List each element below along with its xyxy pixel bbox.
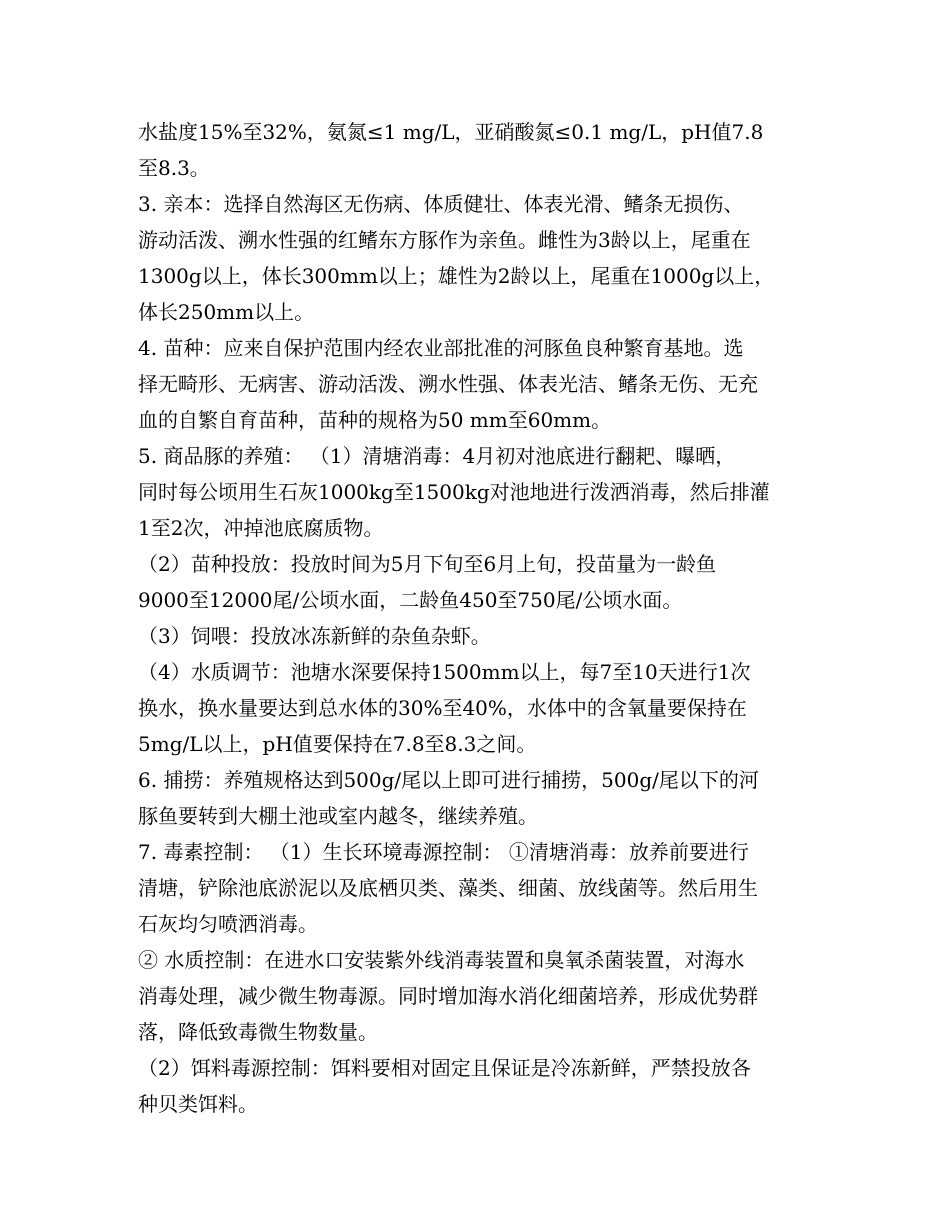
text-line: 择无畸形、无病害、游动活泼、溯水性强、体表光洁、鳍条无伤、无充 — [138, 372, 758, 396]
text-line: 3. 亲本：选择自然海区无伤病、体质健壮、体表光滑、鳍条无损伤、 — [138, 192, 744, 216]
document-body — [138, 114, 818, 1122]
text-line: 落，降低致毒微生物数量。 — [138, 1020, 378, 1044]
text-line: 9000至12000尾/公顷水面，二龄鱼450至750尾/公顷水面。 — [138, 588, 683, 612]
text-line: ② 水质控制：在进水口安装紫外线消毒装置和臭氧杀菌装置，对海水 — [138, 948, 745, 972]
text-line: 清塘，铲除池底淤泥以及底栖贝类、藻类、细菌、放线菌等。然后用生 — [138, 876, 758, 900]
text-line: 水盐度15%至32%，氨氮≤1 mg/L，亚硝酸氮≤0.1 mg/L，pH值7.8 — [138, 120, 764, 144]
text-line: 5. 商品豚的养殖： （1）清塘消毒：4月初对池底进行翻耙、曝晒， — [138, 444, 736, 468]
text-line: 石灰均匀喷洒消毒。 — [138, 912, 318, 936]
text-line: （3）饲喂：投放冰冻新鲜的杂鱼杂虾。 — [138, 624, 491, 648]
text-line: 1300g以上，体长300mm以上；雄性为2龄以上，尾重在1000g以上， — [138, 264, 775, 288]
text-line: 游动活泼、溯水性强的红鳍东方豚作为亲鱼。雌性为3龄以上，尾重在 — [138, 228, 751, 252]
text-line: 种贝类饵料。 — [138, 1092, 258, 1116]
text-line: 血的自繁自育苗种，苗种的规格为50 mm至60mm。 — [138, 408, 612, 432]
text-line: 4. 苗种：应来自保护范围内经农业部批准的河豚鱼良种繁育基地。选 — [138, 336, 744, 360]
text-line: （4）水质调节：池塘水深要保持1500mm以上，每7至10天进行1次 — [138, 660, 751, 684]
text-line: （2）饵料毒源控制：饵料要相对固定且保证是冷冻新鲜，严禁投放各 — [138, 1056, 751, 1080]
text-line: 体长250mm以上。 — [138, 300, 315, 324]
text-line: 消毒处理，减少微生物毒源。同时增加海水消化细菌培养，形成优势群 — [138, 984, 758, 1008]
text-line: 换水，换水量要达到总水体的30%至40%，水体中的含氧量要保持在 — [138, 696, 747, 720]
text-line: （2）苗种投放：投放时间为5月下旬至6月上旬，投苗量为一龄鱼 — [138, 552, 717, 576]
text-line: 豚鱼要转到大棚土池或室内越冬，继续养殖。 — [138, 804, 538, 828]
text-line: 1至2次，冲掉池底腐质物。 — [138, 516, 384, 540]
text-line: 6. 捕捞：养殖规格达到500g/尾以上即可进行捕捞，500g/尾以下的河 — [138, 768, 759, 792]
text-line: 至8.3。 — [138, 156, 210, 180]
text-line: 同时每公顷用生石灰1000kg至1500kg对池地进行泼洒消毒，然后排灌 — [138, 480, 770, 504]
text-line: 7. 毒素控制： （1）生长环境毒源控制： ①清塘消毒：放养前要进行 — [138, 840, 749, 864]
text-line: 5mg/L以上，pH值要保持在7.8至8.3之间。 — [138, 732, 537, 756]
